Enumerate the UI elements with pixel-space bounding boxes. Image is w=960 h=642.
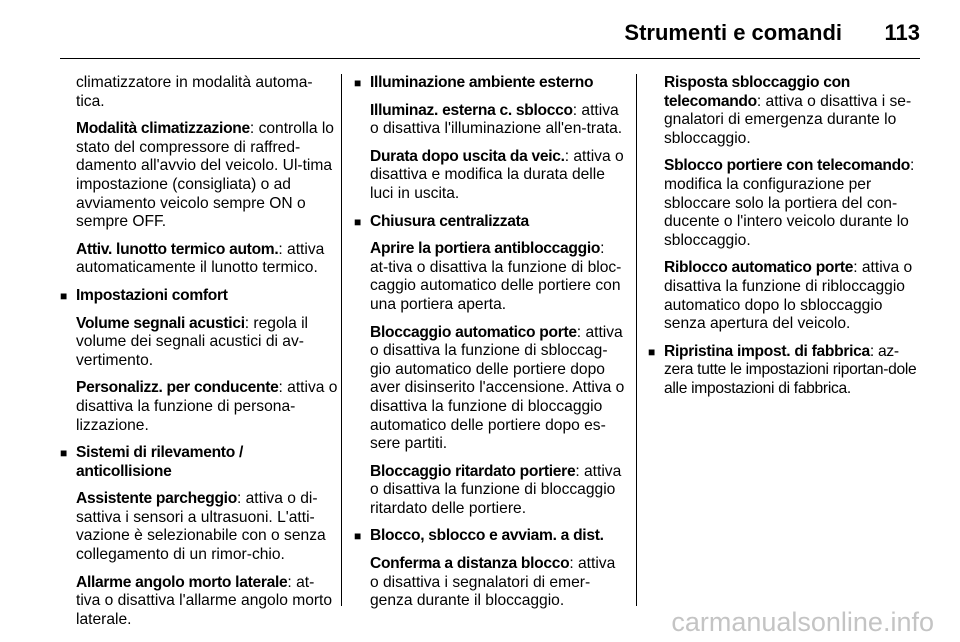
column-2 [356,74,626,620]
setting-term: Modalità climatizzazione [76,120,250,138]
section-title: Strumenti e comandi [624,20,842,45]
setting-term: Attiv. lunotto termico autom. [76,240,279,258]
paragraph: Durata dopo uscita da veic.: attiva o disattiva e modifica la durata delle luci in uscita. [370,147,624,202]
paragraph: Modalità climatizzazione: controlla lo stato del compressore di raffred-damento all'avvio del veicolo. Ul-tima impostazione (consigliata) o ad avviamento veicolo sempre ON o sempre OFF. [76,120,334,231]
bullet-icon: ■ [60,288,67,303]
paragraph: Allarme angolo morto laterale: at-tiva o disattiva l'allarme angolo morto laterale. [76,573,333,628]
setting-term: Illuminaz. esterna c. sblocco [370,101,573,119]
paragraph: Illuminaz. esterna c. sblocco: attiva o disattiva l'illuminazione all'en-trata. [370,101,623,138]
bullet-icon: ■ [60,446,67,461]
section-heading: ■ Blocco, sblocco e avviam. a dist. [354,527,604,545]
setting-term: Assistente parcheggio [76,490,237,508]
watermark: carmanualsonline.info [671,607,934,637]
section-heading: ■ Impostazioni comfort [60,286,228,304]
paragraph: climatizzatore in modalità automa-tica. [76,74,313,110]
paragraph: Personalizz. per conducente: attiva o disattiva la funzione di persona-lizzazione. [76,379,338,434]
paragraph: Sblocco portiere con telecomando: modifica la configurazione per sbloccare solo la portiera del con-ducente o l'intero veicolo durante lo sbloccaggio. [664,157,915,249]
bullet-icon: ■ [648,344,655,359]
paragraph: Risposta sbloccaggio con telecomando: attiva o disattiva i se-gnalatori di emergenza durante lo sbloccaggio. [664,74,912,147]
paragraph: Conferma a distanza blocco: attiva o disattiva i segnalatori di emer-genza durante il bloccaggio. [370,555,616,610]
paragraph: Bloccaggio automatico porte: attiva o disattiva la funzione di sbloccag-gio automatico delle portiere dopo aver disinserito l'accensione. Attiva o disattiva la funzione di bloccaggio automatico delle portiere dopo es-sere partiti. [370,323,625,453]
setting-term: Sblocco portiere con telecomando [664,157,911,175]
paragraph: Riblocco automatico porte: attiva o disattiva la funzione di ribloccaggio automatico dopo lo sbloccaggio senza apertura del veicolo. [664,259,913,333]
setting-term: Volume segnali acustici [76,314,245,332]
column-divider [636,74,637,606]
setting-term: Aprire la portiera antibloccaggio [370,240,601,258]
paragraph: Aprire la portiera antibloccaggio: at-tiva o disattiva la funzione di bloc-caggio automatico delle portiere con una portiera aperta. [370,240,622,313]
column-1 [60,74,338,638]
column-divider [341,74,342,606]
page-number: 113 [884,20,920,45]
setting-term: Bloccaggio automatico porte [370,323,577,341]
setting-term: Conferma a distanza blocco [370,555,570,573]
section-heading: ■ Ripristina impost. di fabbrica: az-zera tutte le impostazioni riportan-dole alle impostazioni di fabbrica. [648,342,917,397]
setting-term: Allarme angolo morto laterale [76,573,288,591]
page-header [60,14,920,59]
column-3 [650,74,926,408]
section-heading: ■ Chiusura centralizzata [354,212,529,230]
setting-term: Durata dopo uscita da veic. [370,147,565,165]
setting-term: Bloccaggio ritardato portiere [370,462,576,480]
setting-term: Riblocco automatico porte [664,259,854,277]
bullet-icon: ■ [354,214,361,229]
paragraph: Bloccaggio ritardato portiere: attiva o disattiva la funzione di bloccaggio ritardato delle portiere. [370,462,622,517]
bullet-icon: ■ [354,76,361,90]
paragraph: Volume segnali acustici: regola il volume dei segnali acustici di av-vertimento. [76,314,309,369]
section-heading: ■ Illuminazione ambiente esterno [354,74,594,91]
paragraph: Assistente parcheggio: attiva o di-sattiva i sensori a ultrasuoni. L'atti-vazione è selezionabile con o senza collegamento di un rimor-chio. [76,490,326,564]
paragraph: Attiv. lunotto termico autom.: attiva automaticamente il lunotto termico. [76,240,325,277]
setting-term: Ripristina impost. di fabbrica [664,342,870,360]
setting-term: Risposta sbloccaggio con telecomando [664,74,851,110]
setting-term: Personalizz. per conducente [76,379,279,397]
section-heading: ■ Sistemi di rilevamento / anticollisione [60,444,243,480]
bullet-icon: ■ [354,529,361,544]
